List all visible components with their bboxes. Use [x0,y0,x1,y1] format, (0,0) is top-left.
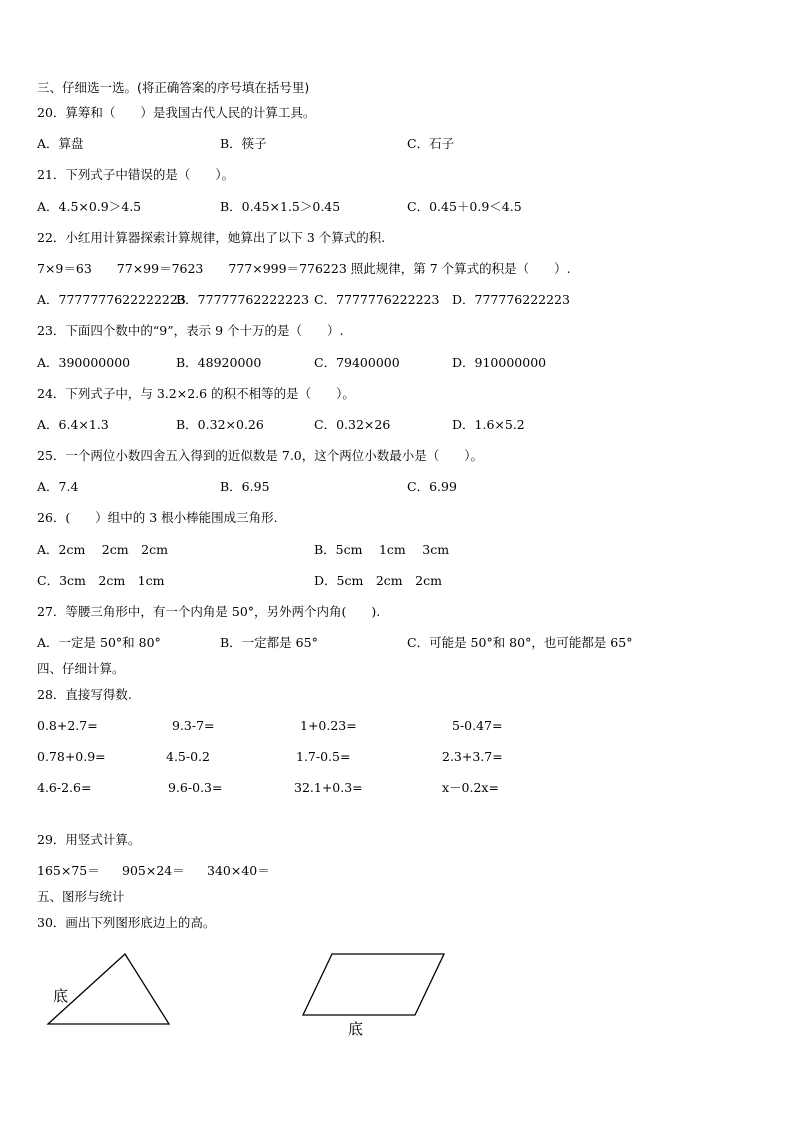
q29-item-2: 905×24＝ [122,863,185,878]
parallelogram-shape [303,954,444,1015]
question-24-stem: 24．下列式子中，与 3.2×2.6 的积不相等的是（ ）。 [37,386,355,401]
q28-r3-c4: x－0.2x= [442,780,499,795]
q21-option-a: A．4.5×0.9＞4.5 [37,199,142,214]
q22-option-b: B．77777762222223 [176,292,310,307]
q25-option-a: A．7.4 [37,479,79,494]
q27-option-a: A．一定是 50°和 80° [37,635,161,650]
question-21-stem: 21．下列式子中错误的是（ ）。 [37,167,235,182]
question-22-stem: 22．小红用计算器探索计算规律，她算出了以下 3 个算式的积. [37,230,386,245]
q20-option-b: B．筷子 [220,136,267,151]
q24-option-b: B．0.32×0.26 [176,417,264,432]
q28-r2-c1: 0.78+0.9= [37,749,106,764]
q28-r2-c4: 2.3+3.7= [442,749,503,764]
q23-option-d: D．910000000 [452,355,547,370]
question-22-line2: 7×9＝63 77×99＝7623 777×999＝776223 照此规律，第 7 个算式的积是（ ）. [37,261,571,276]
q25-option-b: B．6.95 [220,479,270,494]
q21-option-c: C．0.45＋0.9＜4.5 [407,199,522,214]
q26-option-b: B．5cm 1cm 3cm [314,542,450,557]
q23-option-a: A．390000000 [37,355,131,370]
q28-r3-c1: 4.6-2.6= [37,780,92,795]
q26-option-c: C．3cm 2cm 1cm [37,573,165,588]
question-20-stem: 20．算筹和（ ）是我国古代人民的计算工具。 [37,105,316,120]
parallelogram-base-label: 底 [348,1020,364,1038]
q24-option-c: C．0.32×26 [314,417,391,432]
q27-option-c: C．可能是 50°和 80°，也可能都是 65° [407,635,633,650]
q20-option-a: A．算盘 [37,136,84,151]
q28-r3-c3: 32.1+0.3= [294,780,363,795]
q28-r3-c2: 9.6-0.3= [168,780,223,795]
q21-option-b: B．0.45×1.5＞0.45 [220,199,341,214]
q28-r1-c2: 9.3-7= [172,718,215,733]
q22-option-a: A．7777777622222223 [37,292,186,307]
question-27-stem: 27．等腰三角形中，有一个内角是 50°，另外两个内角( ). [37,604,381,619]
question-30-stem: 30．画出下列图形底边上的高。 [37,915,216,930]
q28-r2-c2: 4.5-0.2 [166,749,210,764]
q20-option-c: C．石子 [407,136,455,151]
q26-option-a: A．2cm 2cm 2cm [37,542,168,557]
q29-item-1: 165×75＝ [37,863,100,878]
section-3-title: 三、仔细选一选。(将正确答案的序号填在括号里) [37,80,310,95]
question-26-stem: 26．( ）组中的 3 根小棒能围成三角形. [37,510,278,525]
question-29-stem: 29．用竖式计算。 [37,832,141,847]
q28-r1-c1: 0.8+2.7= [37,718,98,733]
section-4-title: 四、仔细计算。 [37,661,125,676]
q28-r2-c3: 1.7-0.5= [296,749,351,764]
q27-option-b: B．一定都是 65° [220,635,318,650]
question-23-stem: 23．下面四个数中的“9”，表示 9 个十万的是（ ）. [37,323,344,338]
q24-option-d: D．1.6×5.2 [452,417,525,432]
geometry-figures [0,940,794,1060]
q23-option-b: B．48920000 [176,355,262,370]
triangle-base-label: 底 [53,987,69,1005]
q28-r1-c3: 1+0.23= [300,718,357,733]
section-5-title: 五、图形与统计 [37,889,125,904]
q22-option-d: D．777776222223 [452,292,570,307]
question-28-stem: 28．直接写得数. [37,687,132,702]
q26-option-d: D．5cm 2cm 2cm [314,573,442,588]
q28-r1-c4: 5-0.47= [452,718,503,733]
q24-option-a: A．6.4×1.3 [37,417,109,432]
question-25-stem: 25．一个两位小数四舍五入得到的近似数是 7.0，这个两位小数最小是（ ）。 [37,448,484,463]
q25-option-c: C．6.99 [407,479,457,494]
q23-option-c: C．79400000 [314,355,400,370]
q22-option-c: C．7777776222223 [314,292,440,307]
q29-item-3: 340×40＝ [207,863,270,878]
